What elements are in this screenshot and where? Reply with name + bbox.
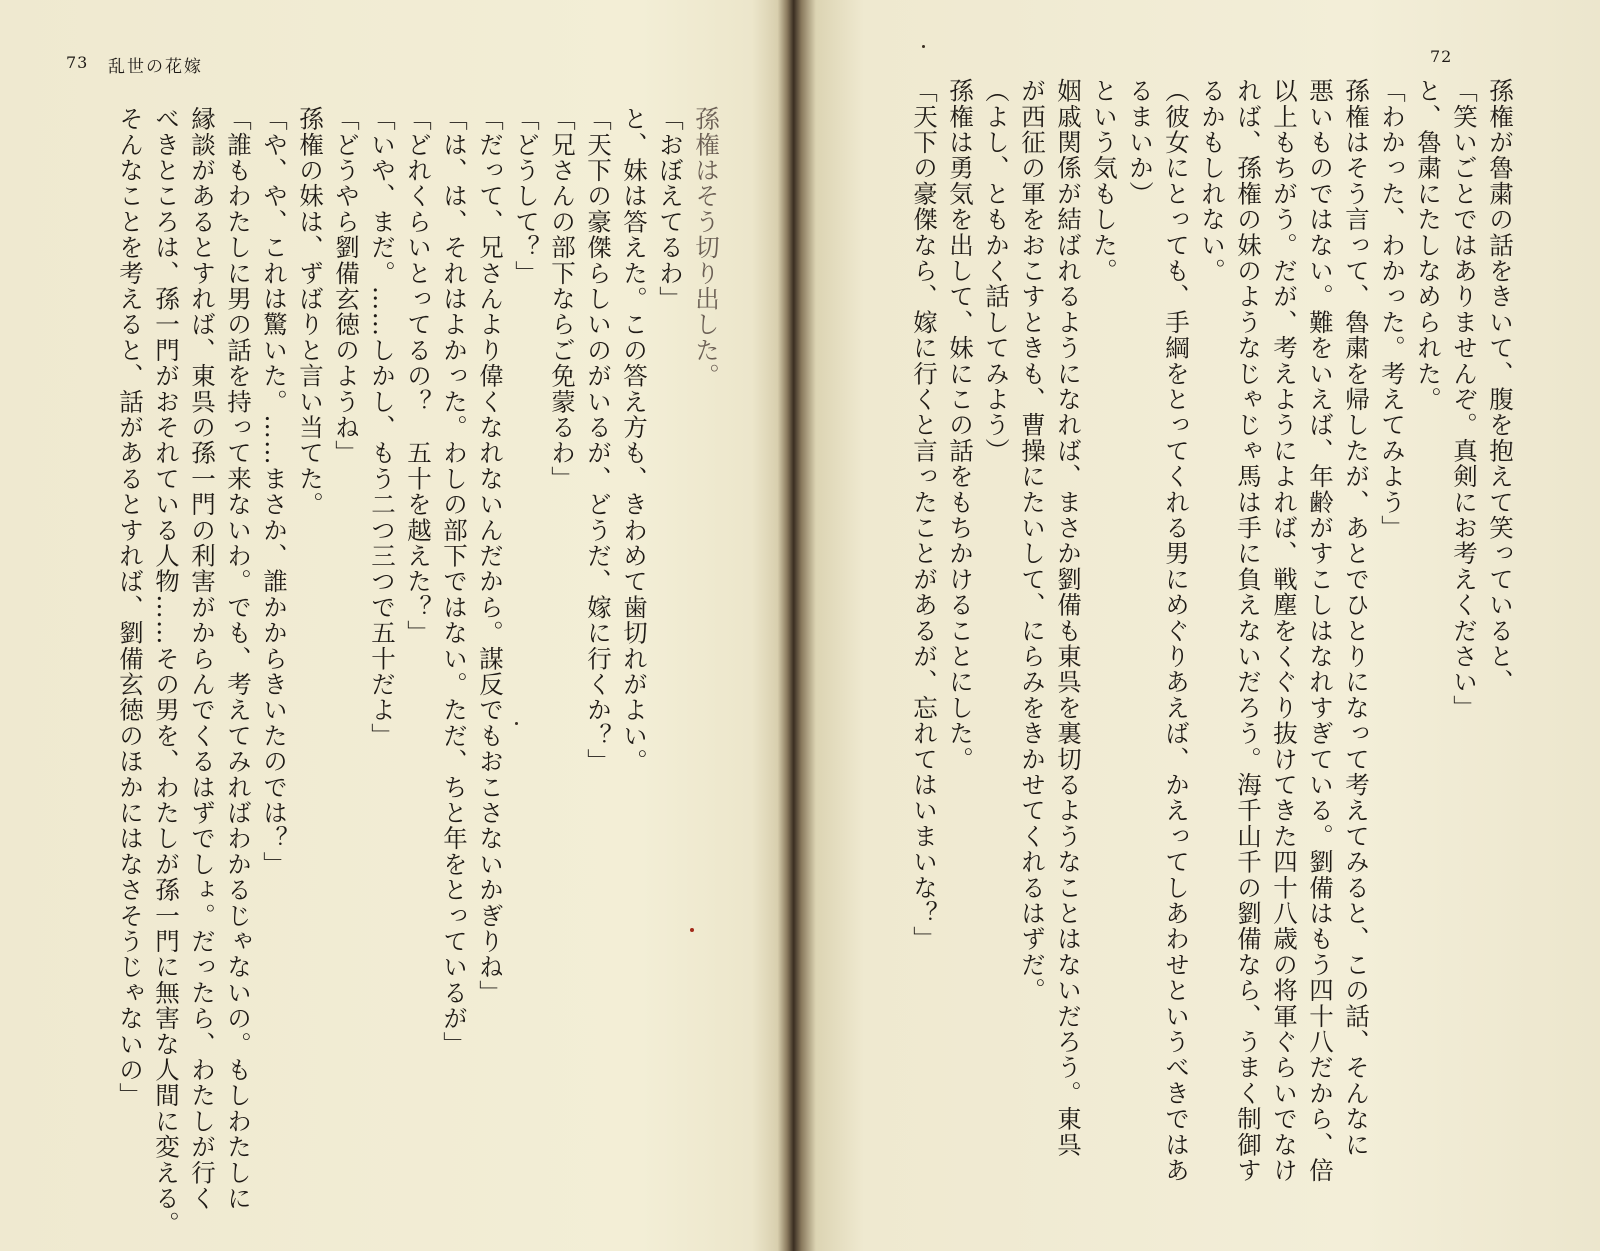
text-line: れば、孫権の妹のようなじゃじゃ馬は手に負えないだろう。海千山千の劉備なら、うまく制御す [1234,78,1263,1184]
text-line: 孫権はそう切り出した。 [692,106,721,389]
text-line: 孫権は勇気を出して、妹にこの話をもちかけることにした。 [946,78,975,772]
text-line: 「天下の豪傑らしいのがいるが、どうだ、嫁に行くか？」 [584,106,613,775]
text-line: そんなことを考えると、話があるとすれば、劉備玄徳のほかにはなさそうじゃないの」 [116,106,145,1109]
text-line: 「笑いごとではありませんぞ。真剣にお考えください」 [1450,78,1479,721]
blank-line [724,106,760,1206]
text-line: 「は、は、それはよかった。わしの部下ではない。ただ、ちと年をとっているが」 [440,106,469,1057]
text-line: 「天下の豪傑なら、嫁に行くと言ったことがあるが、忘れてはいまいな？」 [910,78,939,952]
text-line: 「兄さんの部下ならご免蒙るわ」 [548,106,577,492]
text-line: 以上もちがう。だが、考えようによれば、戦塵をくぐり抜けてきた四十八歳の将軍ぐらいでなけ [1270,78,1299,1184]
text-line: るまいか） [1126,78,1155,207]
text-line: 「どうして？」 [512,106,541,286]
text-line: （彼女にとっても、手綱をとってくれる男にめぐりあえば、かえってしあわせというべきではあ [1162,78,1191,1184]
text-line: 孫権の妹は、ずばりと言い当てた。 [296,106,325,518]
text-line: 「どれくらいとってるの？ 五十を越えた？」 [404,106,433,646]
text-line: 「誰もわたしに男の話を持って来ないわ。でも、考えてみればわかるじゃないの。もしわたしに [224,106,253,1212]
text-line: 「いや、まだ。……しかし、もう二つ三つで五十だよ」 [368,106,397,749]
ink-speck [922,45,925,48]
text-line: 「だって、兄さんより偉くなれないんだから。謀反でもおこさないかぎりね」 [476,106,505,1006]
right-page-text [906,78,1518,1198]
text-line: 「おぼえてるわ」 [656,106,685,312]
left-page [0,0,790,1251]
text-line: （よし、ともかく話してみよう） [982,78,1011,464]
text-line: 孫権はそう言って、魯粛を帰したが、あとでひとりになって考えてみると、この話、そんなに [1342,78,1371,1158]
left-page-number: 73 [66,53,89,72]
text-line: 「どうやら劉備玄徳のようね」 [332,106,361,466]
text-line: 「わかった、わかった。考えてみよう」 [1378,78,1407,541]
text-line: という気もした。 [1090,78,1119,284]
text-line: 姻戚関係が結ばれるようになれば、まさか劉備も東呉を裏切るようなことはないだろう。東呉 [1054,78,1083,1158]
right-page [800,0,1600,1251]
ink-speck [690,928,694,932]
left-page-text [112,106,760,1237]
text-line: 「や、や、これは驚いた。……まさか、誰かからきいたのでは？」 [260,106,289,877]
text-line: が西征の軍をおこすときも、曹操にたいして、にらみをきかせてくれるはずだ。 [1018,78,1047,1004]
text-line: と、妹は答えた。この答え方も、きわめて歯切れがよい。 [620,106,649,775]
text-line: 孫権が魯粛の話をきいて、腹を抱えて笑っていると、 [1486,78,1515,695]
text-line: 縁談があるとすれば、東呉の孫一門の利害がからんでくるはずでしょ。だったら、わたしが行く [188,106,217,1212]
text-line: るかもしれない。 [1198,78,1227,284]
right-page-number: 72 [1430,47,1453,66]
text-line: 悪いものではない。難をいえば、年齢がすこしはなれすぎている。劉備はもう四十八だから、倍 [1306,78,1335,1184]
running-title: 乱世の花嫁 [108,57,203,77]
ink-speck [515,722,518,725]
text-line: と、魯粛にたしなめられた。 [1414,78,1443,413]
text-line: べきところは、孫一門がおそれている人物……その男を、わたしが孫一門に無害な人間に変える。 [152,106,181,1237]
